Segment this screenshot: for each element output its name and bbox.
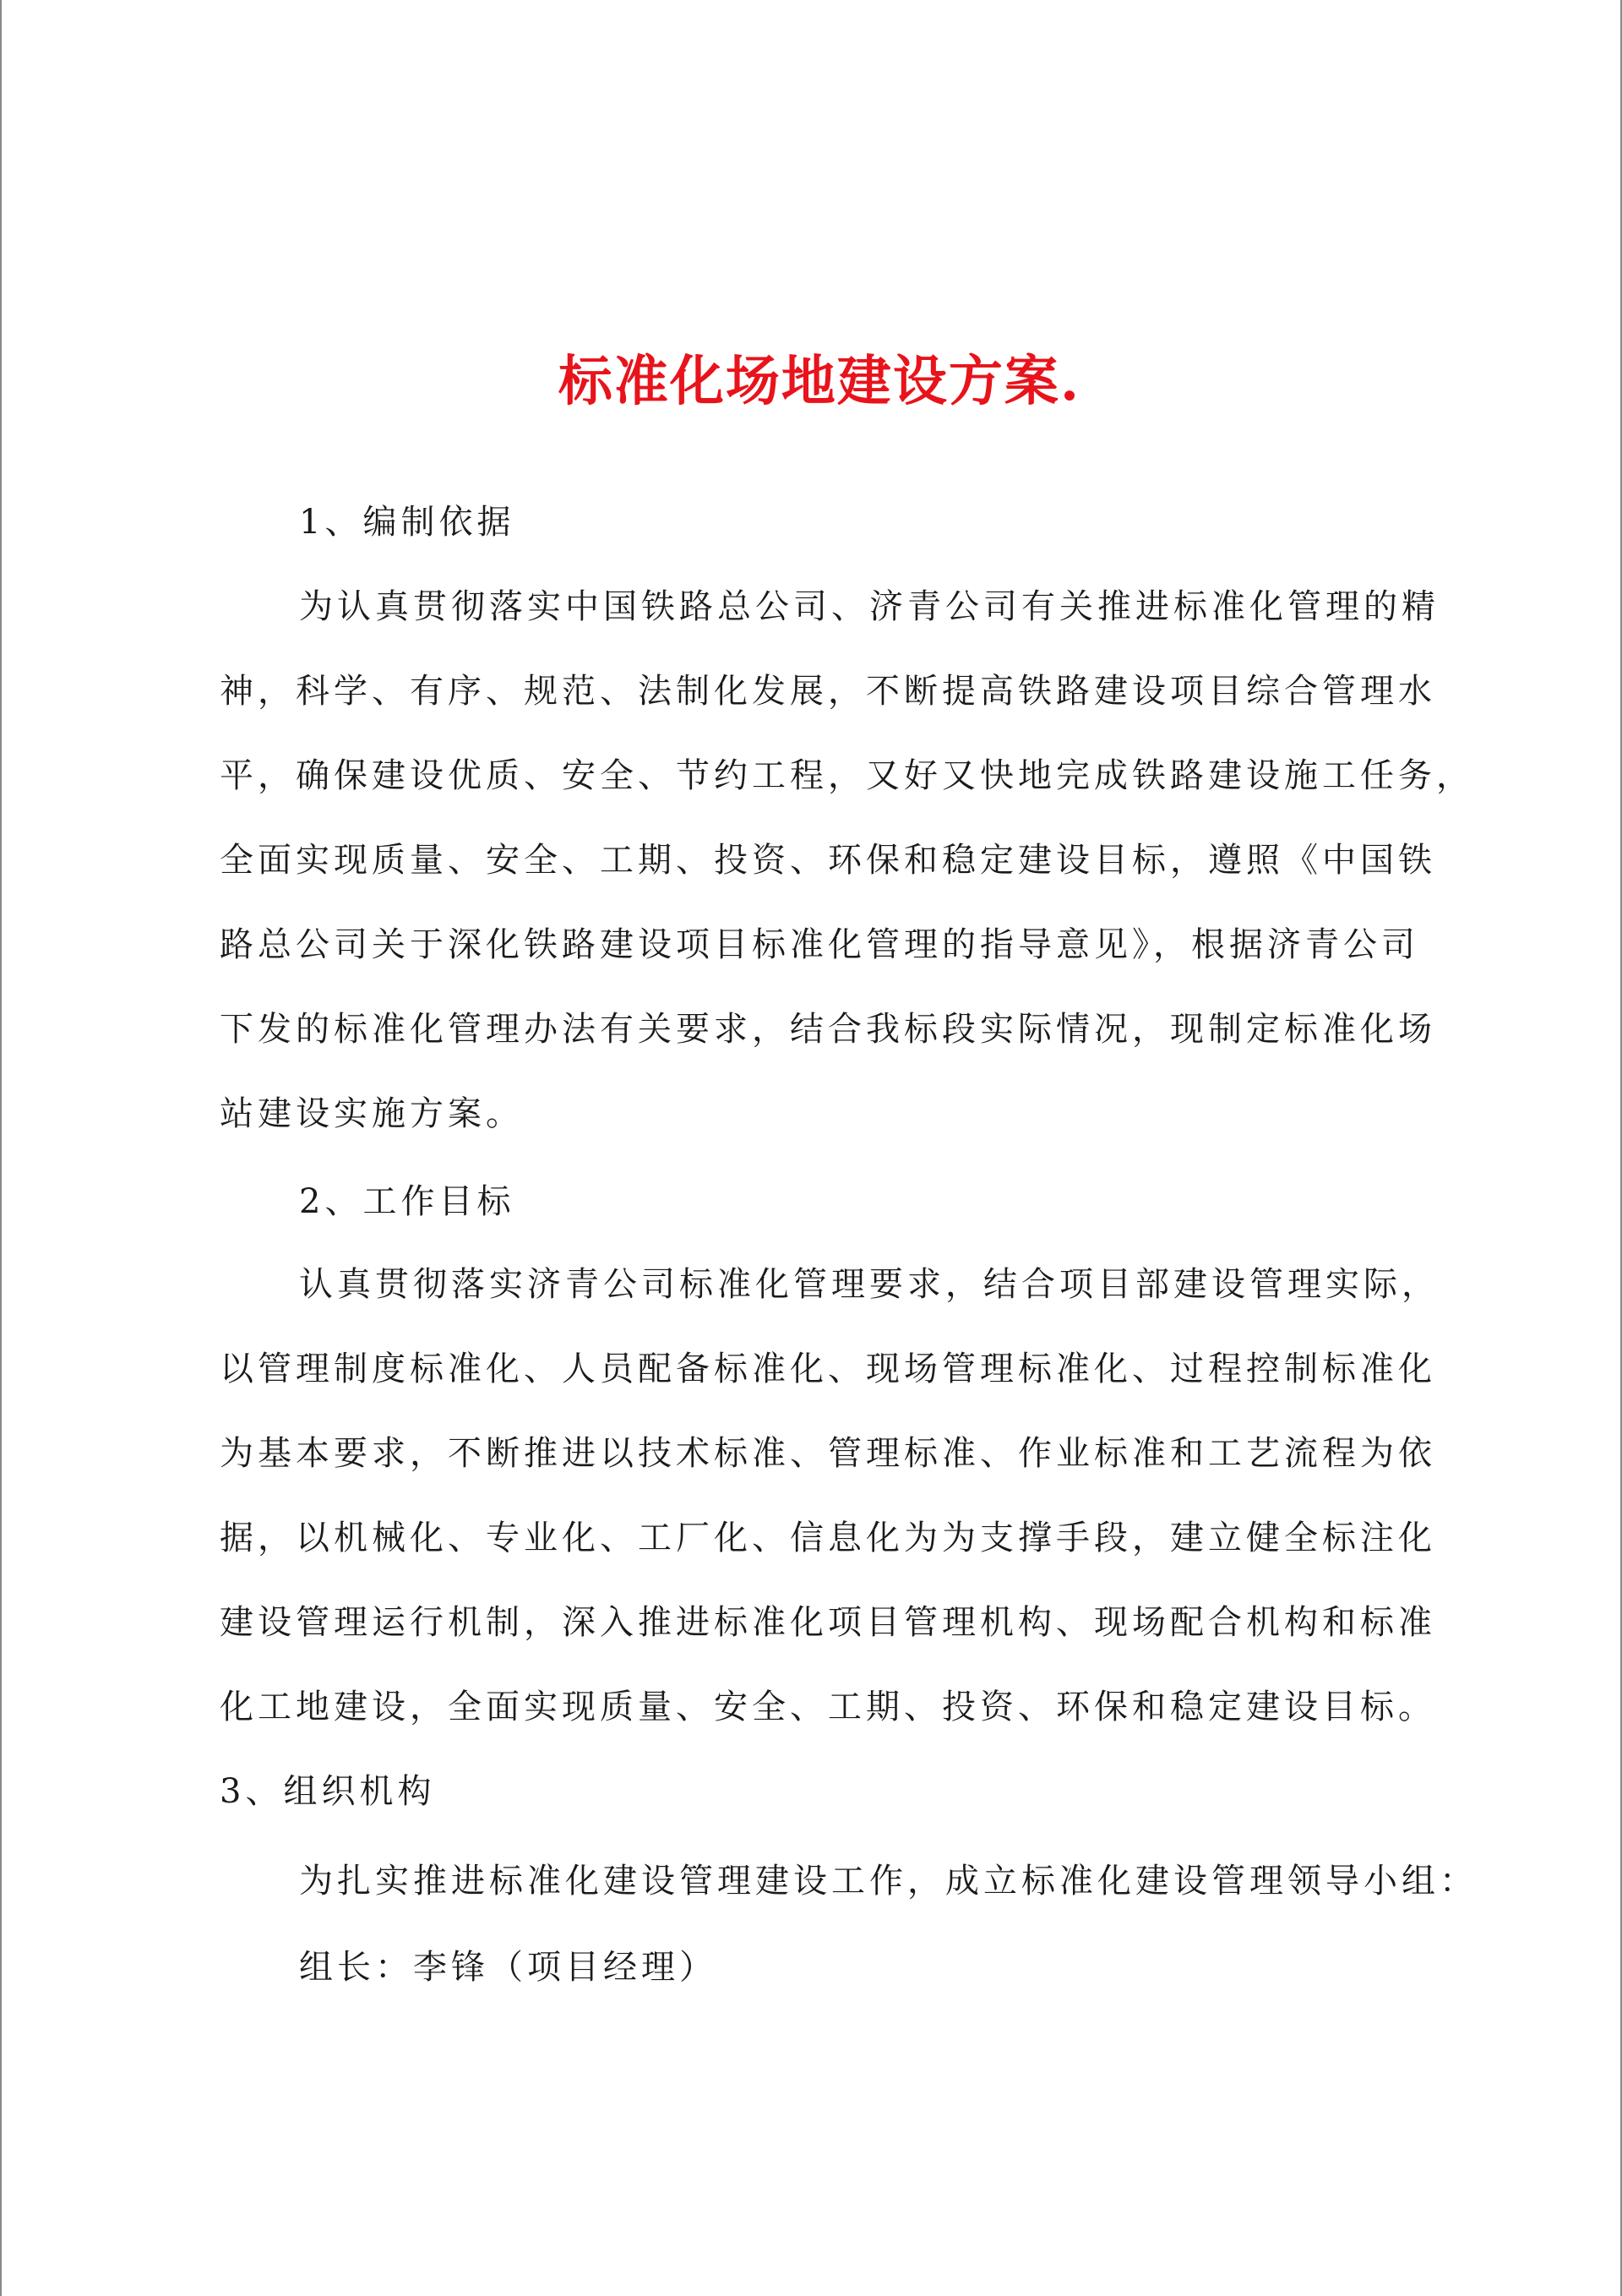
document-title: 标准化场地建设方案. <box>558 350 1081 413</box>
paragraph-line: 据，以机械化、专业化、工厂化、信息化为为支撑手段，建立健全标注化 <box>220 1519 1436 1557</box>
paragraph-line: 为扎实推进标准化建设管理建设工作，成立标准化建设管理领导小组： <box>299 1862 1478 1901</box>
paragraph-line: 认真贯彻落实济青公司标准化管理要求，结合项目部建设管理实际， <box>299 1265 1440 1304</box>
paragraph-line: 站建设实施方案。 <box>220 1094 524 1133</box>
paragraph-line: 以管理制度标准化、人员配备标准化、现场管理标准化、过程控制标准化 <box>220 1350 1436 1388</box>
section-heading-3: 3、组织机构 <box>220 1772 436 1811</box>
section-heading-2: 2、工作目标 <box>299 1182 515 1221</box>
paragraph-line: 建设管理运行机制，深入推进标准化项目管理机构、现场配合机构和标准 <box>220 1603 1436 1642</box>
paragraph-line: 路总公司关于深化铁路建设项目标准化管理的指导意见》，根据济青公司 <box>220 925 1419 964</box>
section-heading-1: 1、编制依据 <box>299 503 515 542</box>
paragraph-line: 神，科学、有序、规范、法制化发展，不断提高铁路建设项目综合管理水 <box>220 672 1436 711</box>
paragraph-line: 平，确保建设优质、安全、节约工程，又好又快地完成铁路建设施工任务， <box>220 756 1474 795</box>
paragraph-line: 为认真贯彻落实中国铁路总公司、济青公司有关推进标准化管理的精 <box>299 587 1440 626</box>
paragraph-line: 全面实现质量、安全、工期、投资、环保和稳定建设目标，遵照《中国铁 <box>220 841 1436 880</box>
paragraph-line: 为基本要求，不断推进以技术标准、管理标准、作业标准和工艺流程为依 <box>220 1434 1436 1473</box>
paragraph-line: 下发的标准化管理办法有关要求，结合我标段实际情况，现制定标准化场 <box>220 1010 1436 1049</box>
paragraph-line: 组长：李锋（项目经理） <box>299 1948 717 1987</box>
paragraph-line: 化工地建设，全面实现质量、安全、工期、投资、环保和稳定建设目标。 <box>220 1688 1436 1726</box>
